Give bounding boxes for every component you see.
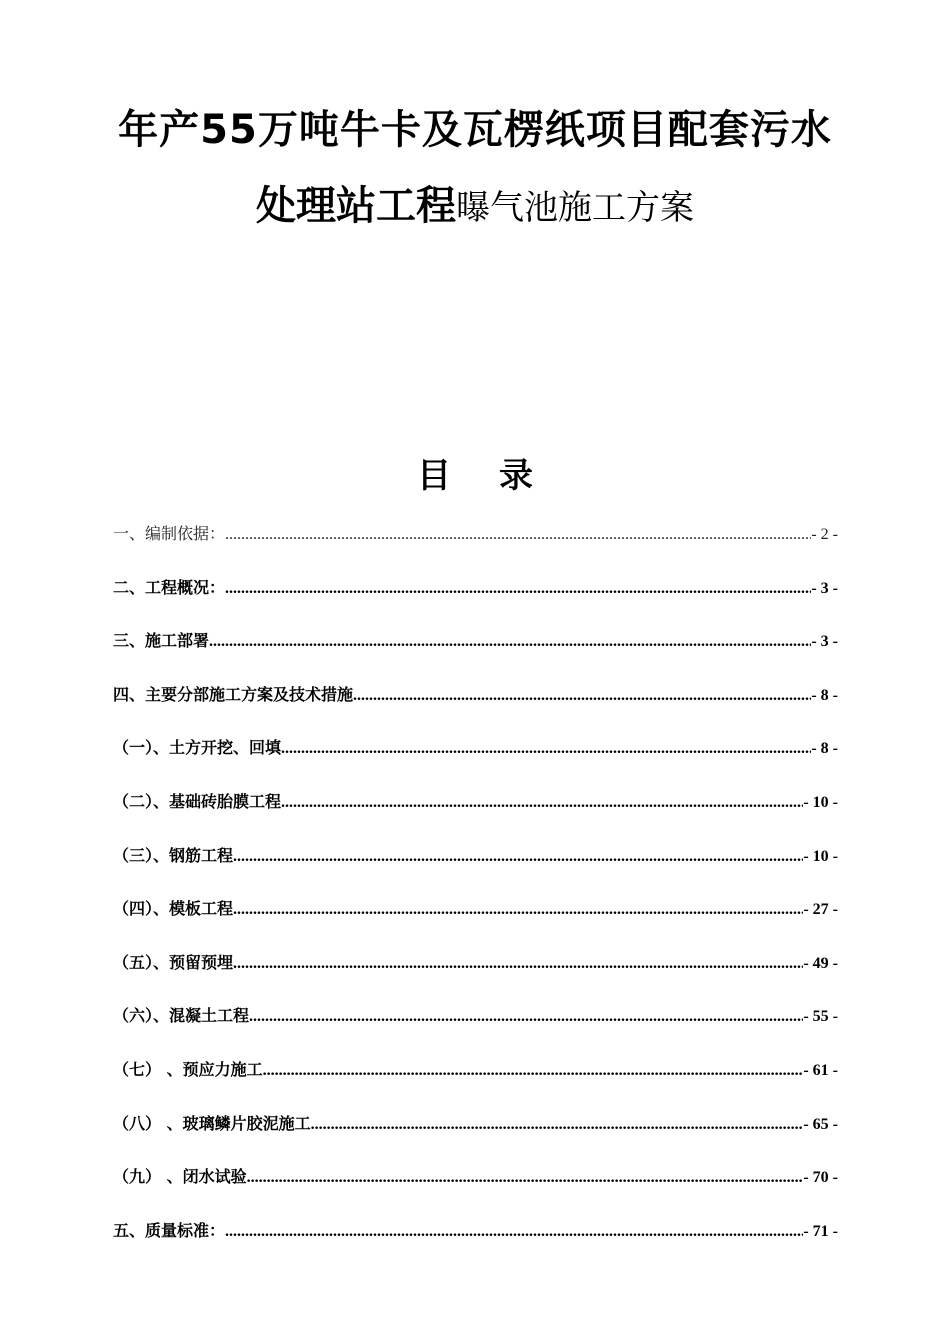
toc-entry[interactable]: [113, 1217, 838, 1271]
toc-entry-label: （四）、模板工程: [113, 899, 234, 919]
toc-entry[interactable]: [113, 949, 838, 1003]
toc-entry-page: - 10 -: [803, 793, 838, 811]
toc-entry-leader: [225, 1218, 803, 1246]
toc-entry-page: - 55 -: [803, 1008, 838, 1026]
toc-entry-leader: [233, 843, 803, 871]
toc-entry[interactable]: [113, 1002, 838, 1056]
toc-entry[interactable]: [113, 842, 838, 896]
toc-entry[interactable]: [113, 734, 838, 788]
toc-entry-leader: [209, 628, 811, 656]
toc-entry-label: 五、质量标准：: [113, 1220, 226, 1240]
toc-entry-label: （二）、基础砖胎膜工程: [113, 791, 282, 811]
toc-entry-leader: [249, 1003, 803, 1031]
toc-entry-label: （一）、土方开挖、回填: [113, 738, 282, 758]
toc-entry-page: - 49 -: [803, 954, 838, 972]
toc-entry[interactable]: [113, 1056, 838, 1110]
toc-entry[interactable]: [113, 895, 838, 949]
toc-entry-leader: [225, 575, 811, 603]
toc-entry-label: 四、主要分部施工方案及技术措施: [113, 684, 354, 704]
toc-entry-leader: [311, 1111, 804, 1139]
toc-entry-leader: [233, 896, 803, 924]
toc-entry[interactable]: [113, 574, 838, 628]
toc-entry-page: - 8 -: [811, 686, 838, 704]
toc-entry-leader: [225, 521, 811, 549]
toc-entry-leader: [247, 1164, 804, 1192]
document-title-line-1: 年产55万吨牛卡及瓦楞纸项目配套污水: [118, 107, 832, 153]
toc-entry[interactable]: [113, 1110, 838, 1164]
toc-entry-label: （七） 、预应力施工: [113, 1059, 263, 1079]
toc-entry[interactable]: [113, 1163, 838, 1217]
toc-entry-leader: [281, 789, 803, 817]
toc-entry-page: - 27 -: [803, 901, 838, 919]
toc-entry-label: （九） 、闭水试验: [113, 1167, 247, 1187]
toc-entry[interactable]: [113, 788, 838, 842]
toc-entry-leader: [263, 1057, 804, 1085]
toc-entry[interactable]: [113, 627, 838, 681]
table-of-contents: [113, 520, 838, 1270]
toc-entry-page: - 70 -: [803, 1169, 838, 1187]
toc-entry-label: （八） 、玻璃鳞片胶泥施工: [113, 1113, 311, 1133]
toc-entry-leader: [353, 682, 811, 710]
toc-heading: 目录: [417, 456, 581, 496]
toc-entry-page: - 61 -: [803, 1061, 838, 1079]
toc-entry-label: （六）、混凝土工程: [113, 1006, 250, 1026]
document-title-light-part: 曝气池施工方案: [456, 188, 694, 228]
toc-entry-label: 二、工程概况：: [113, 577, 226, 597]
document-title-bold-part: 处理站工程: [256, 183, 456, 229]
toc-entry-leader: [281, 735, 811, 763]
toc-entry-page: - 10 -: [803, 847, 838, 865]
toc-entry[interactable]: [113, 520, 838, 574]
toc-entry-leader: [233, 950, 803, 978]
toc-entry-page: - 65 -: [803, 1115, 838, 1133]
toc-entry[interactable]: [113, 681, 838, 735]
toc-entry-label: （五）、预留预埋: [113, 952, 234, 972]
toc-entry-page: - 2 -: [811, 526, 838, 543]
toc-entry-label: （三）、钢筋工程: [113, 845, 234, 865]
toc-entry-page: - 8 -: [811, 740, 838, 758]
toc-entry-label: 三、施工部署: [113, 631, 210, 651]
toc-entry-page: - 3 -: [811, 633, 838, 651]
document-title-line-2: [0, 174, 950, 231]
toc-entry-page: - 3 -: [811, 579, 838, 597]
toc-entry-label: 一、编制依据：: [113, 524, 226, 543]
toc-entry-page: - 71 -: [803, 1222, 838, 1240]
